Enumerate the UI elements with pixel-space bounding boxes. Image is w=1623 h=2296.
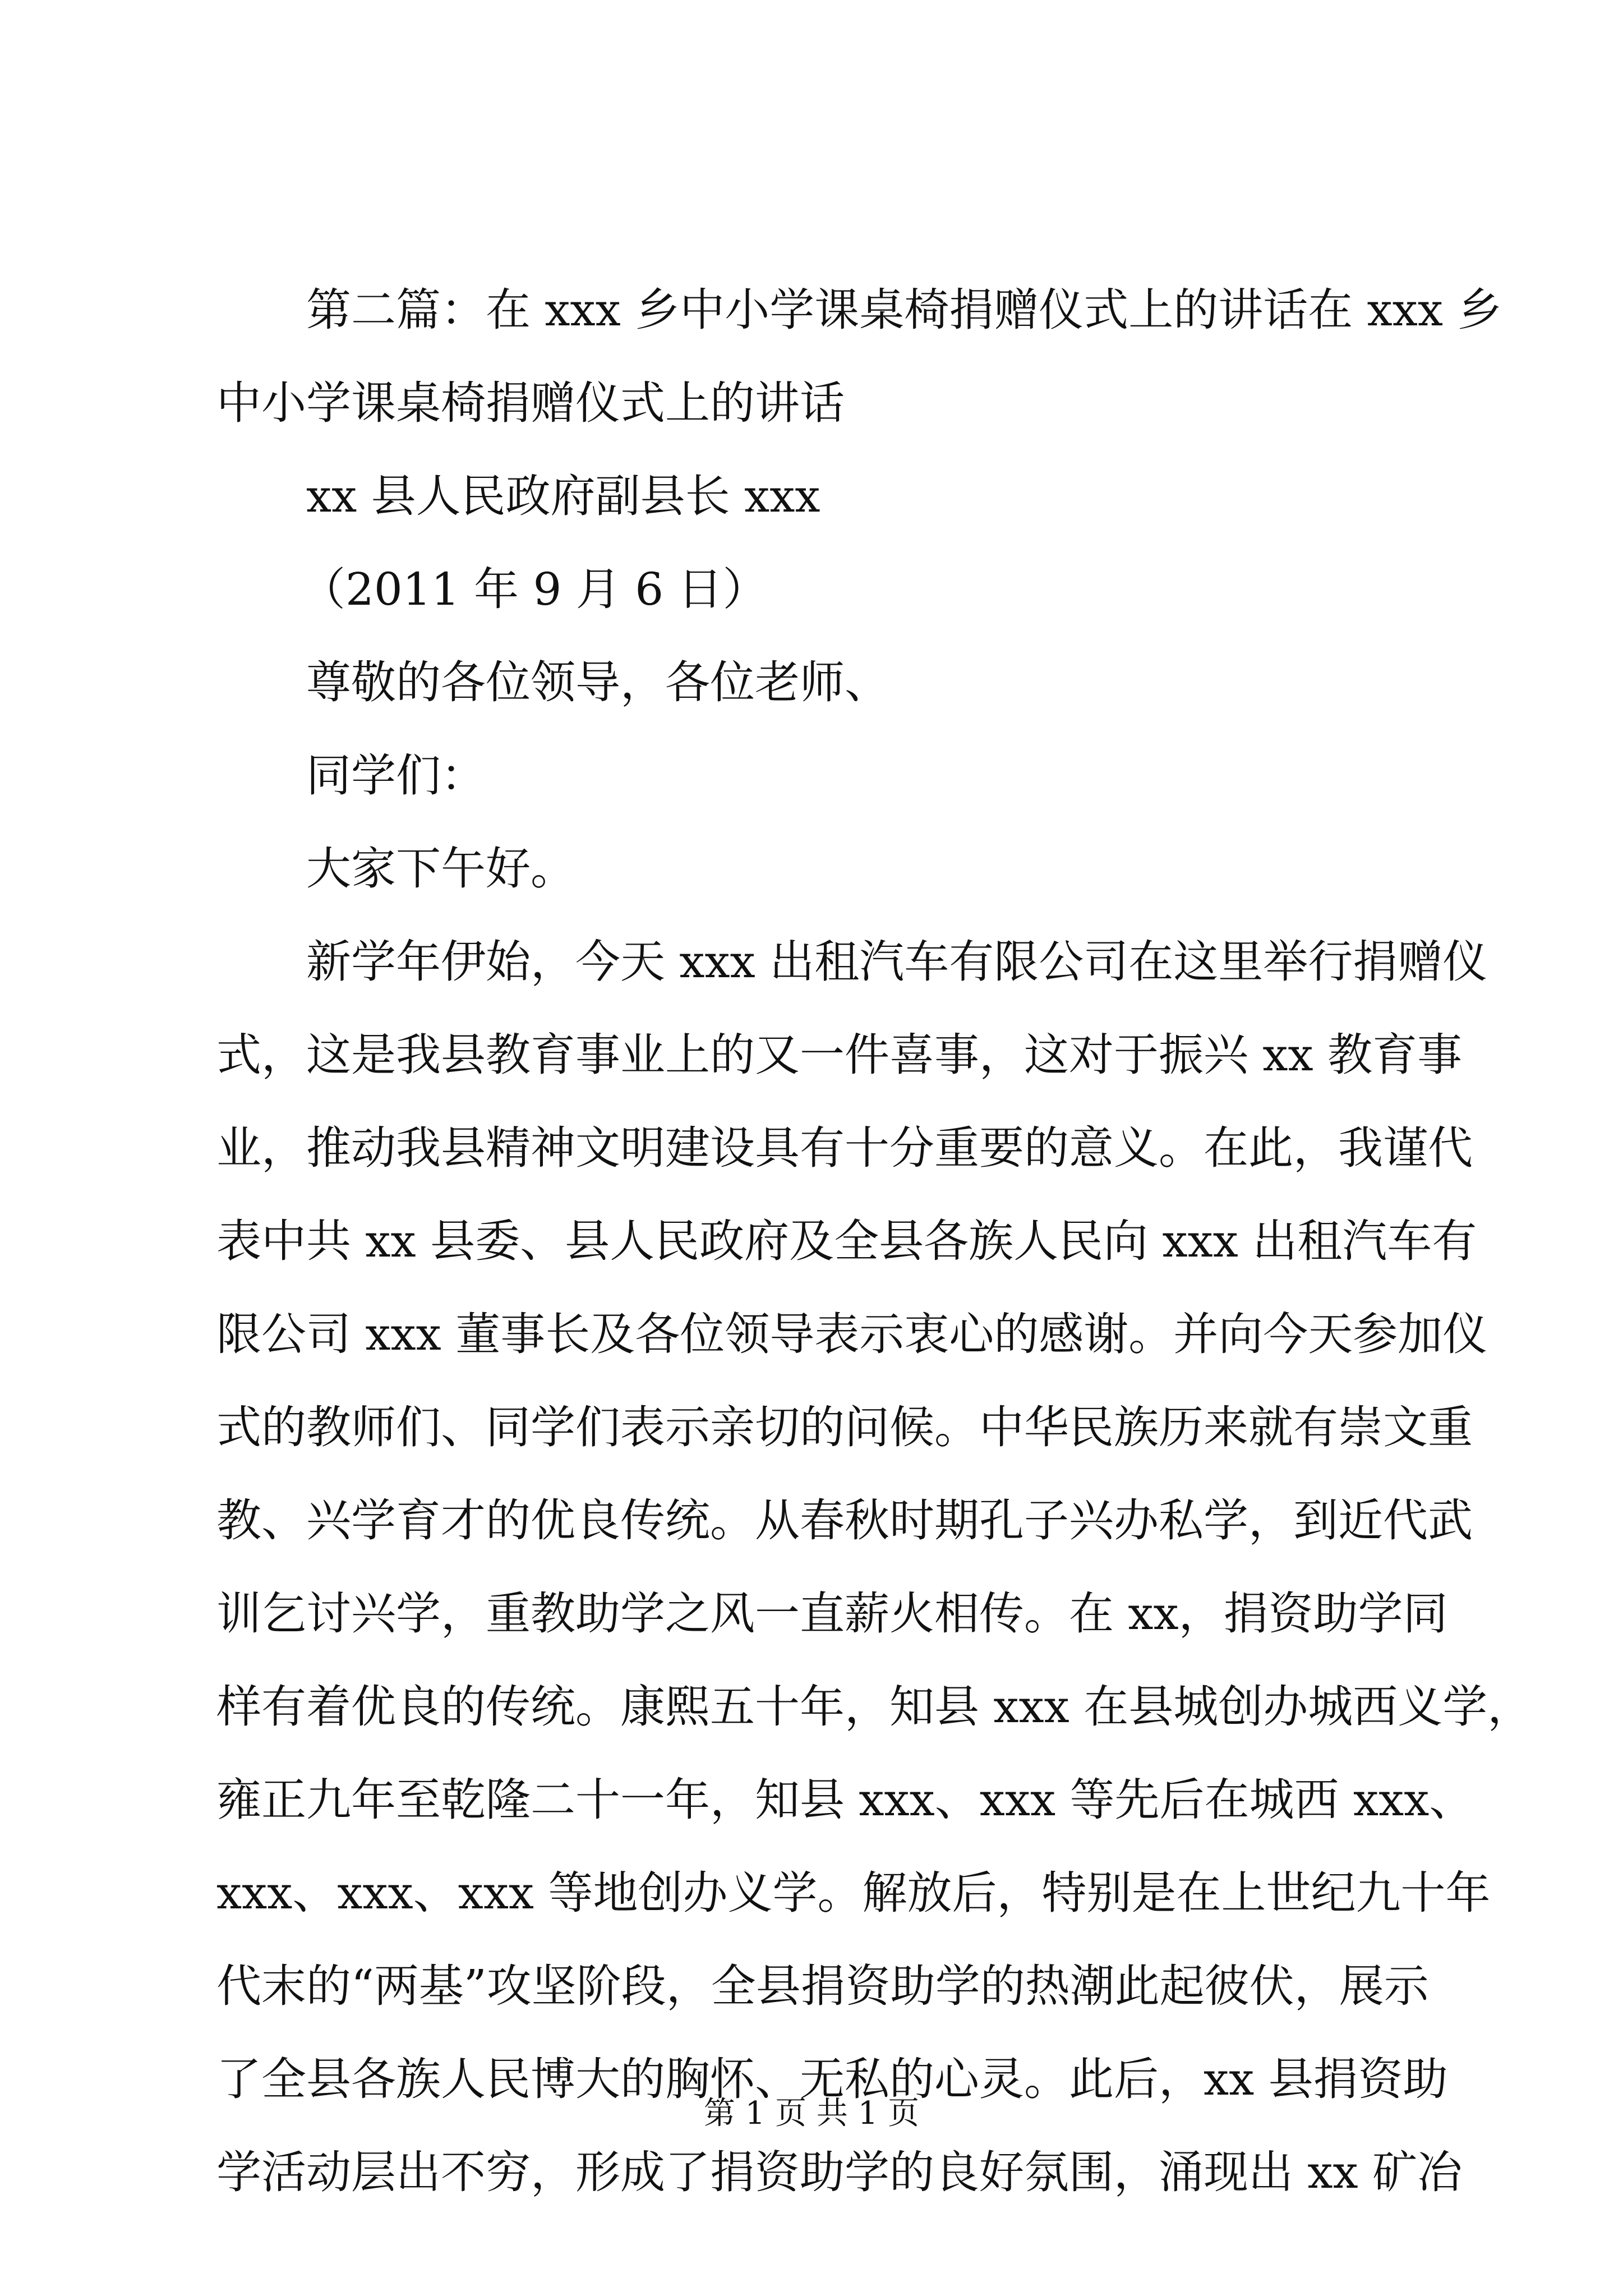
body-line-6: 式的教师们、同学们表示亲切的问候。中华民族历来就有崇文重 bbox=[216, 1401, 1473, 1453]
body-line-3: 业，推动我县精神文明建设具有十分重要的意义。在此，我谨代 bbox=[216, 1122, 1473, 1174]
body-line-14: 学活动层出不穷，形成了捐资助学的良好氛围，涌现出 xx 矿冶 bbox=[216, 2146, 1463, 2198]
body-line-2: 式，这是我县教育事业上的又一件喜事，这对于振兴 xx 教育事 bbox=[216, 1029, 1463, 1081]
date-line: （2011 年 9 月 6 日） bbox=[301, 563, 768, 615]
body-line-1: 新学年伊始，今天 xxx 出租汽车有限公司在这里举行捐赠仪 bbox=[306, 936, 1488, 988]
salutation-line-2: 同学们： bbox=[306, 749, 486, 802]
body-line-11: xxx、xxx、xxx 等地创办义学。解放后，特别是在上世纪九十年 bbox=[216, 1867, 1491, 1919]
title-line-1: 第二篇：在 xxx 乡中小学课桌椅捐赠仪式上的讲话在 xxx 乡 bbox=[306, 284, 1502, 336]
speaker-line: xx 县人民政府副县长 xxx bbox=[306, 470, 820, 522]
document-body bbox=[216, 264, 1533, 2219]
salutation-line-1: 尊敬的各位领导，各位老师、 bbox=[306, 656, 889, 708]
body-line-5: 限公司 xxx 董事长及各位领导表示衷心的感谢。并向今天参加仪 bbox=[216, 1308, 1488, 1360]
title-line-2: 中小学课桌椅捐赠仪式上的讲话 bbox=[216, 377, 845, 429]
body-line-13: 了全县各族人民博大的胸怀、无私的心灵。此后，xx 县捐资助 bbox=[216, 2053, 1448, 2105]
body-line-7: 教、兴学育才的优良传统。从春秋时期孔子兴办私学，到近代武 bbox=[216, 1494, 1473, 1547]
body-line-4: 表中共 xx 县委、县人民政府及全县各族人民向 xxx 出租汽车有 bbox=[216, 1215, 1477, 1267]
body-line-9: 样有着优良的传统。康熙五十年，知县 xxx 在县城创办城西义学， bbox=[216, 1681, 1533, 1733]
page-footer: 第 1 页 共 1 页 bbox=[703, 2095, 920, 2132]
body-line-8: 训乞讨兴学，重教助学之风一直薪火相传。在 xx，捐资助学同 bbox=[216, 1588, 1448, 1640]
greeting-line: 大家下午好。 bbox=[306, 843, 575, 895]
body-line-12: 代末的“两基”攻坚阶段，全县捐资助学的热潮此起彼伏，展示 bbox=[216, 1960, 1429, 2012]
body-line-10: 雍正九年至乾隆二十一年，知县 xxx、xxx 等先后在城西 xxx、 bbox=[216, 1774, 1474, 1826]
